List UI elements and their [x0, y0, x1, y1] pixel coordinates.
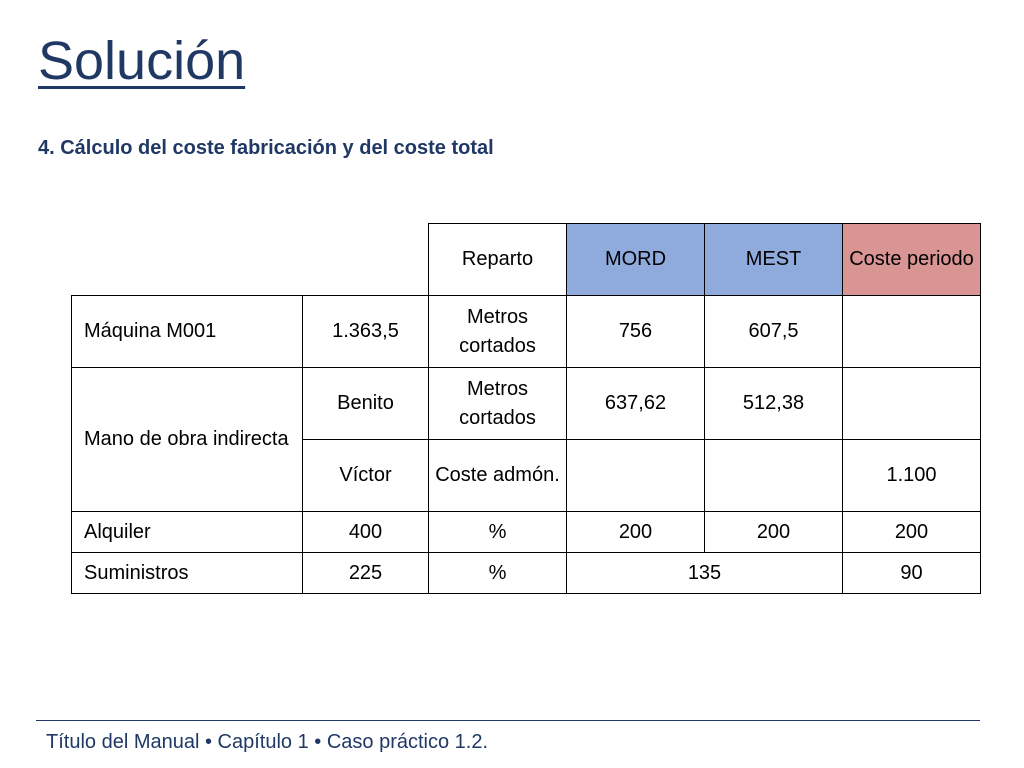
- cell-reparto-maquina: Metros cortados: [429, 296, 567, 368]
- cell-mord-victor: [567, 440, 705, 512]
- cell-importe-alquiler: 400: [303, 512, 429, 553]
- slide-subtitle: 4. Cálculo del coste fabricación y del coste total: [38, 137, 494, 159]
- cell-mord-benito: 637,62: [567, 368, 705, 440]
- row-label-alquiler: Alquiler: [72, 512, 303, 553]
- cell-mest-alquiler: 200: [705, 512, 843, 553]
- cell-coste-alquiler: 200: [843, 512, 981, 553]
- cell-mord-maquina: 756: [567, 296, 705, 368]
- cell-coste-benito: [843, 368, 981, 440]
- cell-coste-maquina: [843, 296, 981, 368]
- cell-mest-benito: 512,38: [705, 368, 843, 440]
- header-mest: MEST: [705, 224, 843, 296]
- table-row: [72, 553, 981, 594]
- table-header-row: [72, 224, 981, 296]
- cell-reparto-alquiler: %: [429, 512, 567, 553]
- table-row: [72, 512, 981, 553]
- cell-coste-suministros: 90: [843, 553, 981, 594]
- row-label-suministros: Suministros: [72, 553, 303, 594]
- row-label-mano-obra: Mano de obra indirecta: [72, 368, 303, 512]
- table-row: [72, 296, 981, 368]
- cell-importe-suministros: 225: [303, 553, 429, 594]
- slide-title: Solución: [38, 31, 246, 91]
- cell-reparto-victor: Coste admón.: [429, 440, 567, 512]
- header-reparto: Reparto: [429, 224, 567, 296]
- header-coste-periodo: Coste periodo: [843, 224, 981, 296]
- cell-reparto-suministros: %: [429, 553, 567, 594]
- cell-mest-victor: [705, 440, 843, 512]
- cell-coste-victor: 1.100: [843, 440, 981, 512]
- footer-divider: [36, 720, 980, 721]
- table-row: [72, 368, 981, 440]
- cell-mord-mest-suministros: 135: [567, 553, 843, 594]
- footer-text: Título del Manual • Capítulo 1 • Caso práctico 1.2.: [46, 731, 489, 753]
- cell-name-victor: Víctor: [303, 440, 429, 512]
- cell-mord-alquiler: 200: [567, 512, 705, 553]
- row-label-maquina: Máquina M001: [72, 296, 303, 368]
- header-mord: MORD: [567, 224, 705, 296]
- cost-table: [71, 223, 981, 594]
- cell-mest-maquina: 607,5: [705, 296, 843, 368]
- cell-reparto-benito: Metros cortados: [429, 368, 567, 440]
- cell-name-benito: Benito: [303, 368, 429, 440]
- table-corner-blank: [72, 224, 429, 296]
- cell-importe-maquina: 1.363,5: [303, 296, 429, 368]
